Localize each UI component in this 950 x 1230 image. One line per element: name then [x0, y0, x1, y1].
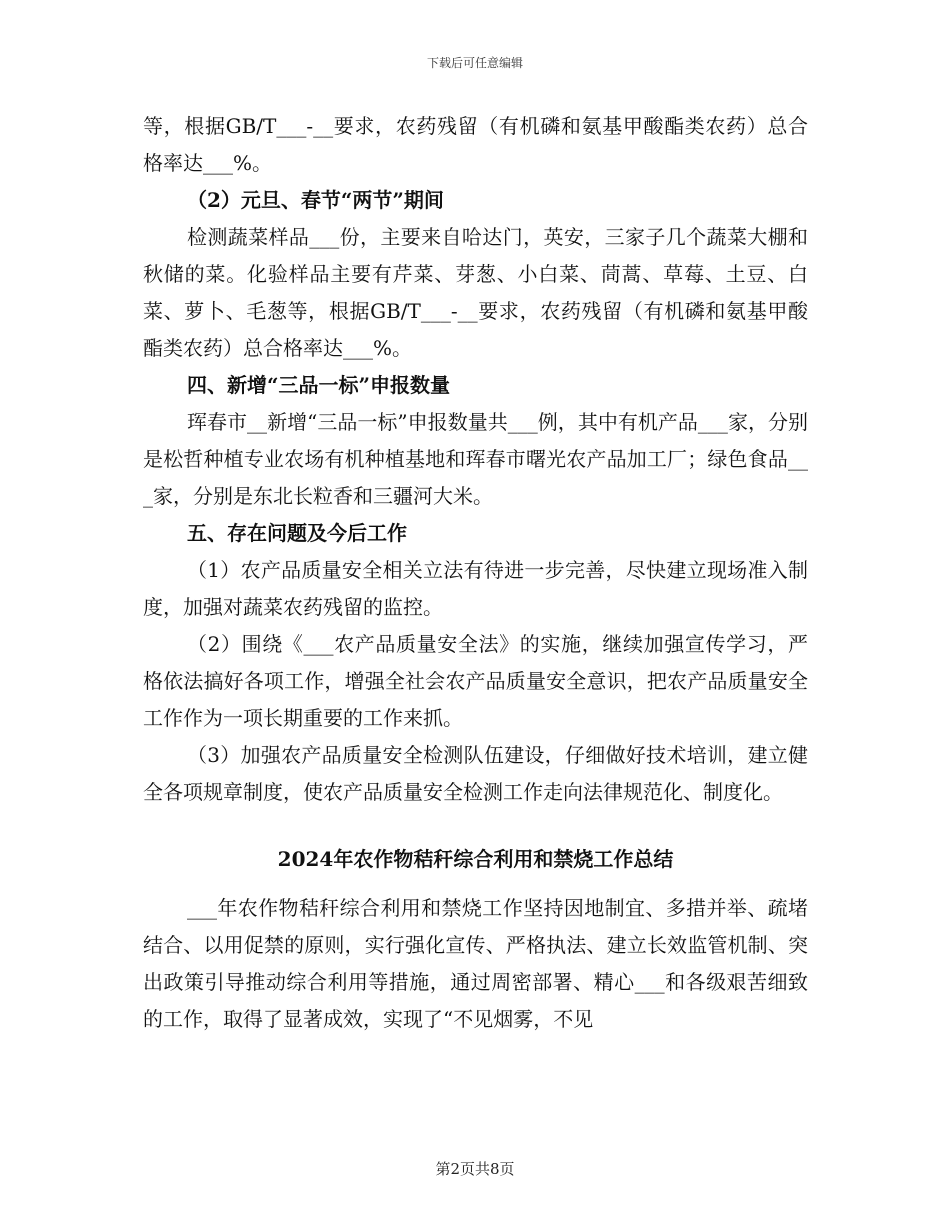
section-heading-four: 四、新增“三品一标”申报数量: [187, 373, 451, 397]
paragraph-issue-2: （2）围绕《___农产品质量安全法》的实施，继续加强宣传学习，严格依法搞好各项工作，增强全社会农产品质量安全意识，把农产品质量安全工作作为一项长期重要的工作来抓。: [143, 632, 808, 730]
document-title: 2024年农作物秸秆综合利用和禁烧工作总结: [277, 847, 674, 871]
paragraph-continued: 等，根据GB/T___-__要求，农药残留（有机磷和氨基甲酸酯类农药）总合格率达___%。: [143, 114, 808, 175]
paragraph-straw-summary: ___年农作物秸秆综合利用和禁烧工作坚持因地制宜、多措并举、疏堵结合、以用促禁的原则，实行强化宣传、严格执法、建立长效监管机制、突出政策引导推动综合利用等措施，通过周密部署、精心___和各级艰苦细致的工作，取得了显著成效，实现了“不见烟雾，不见: [143, 896, 808, 1031]
section-heading-five: 五、存在问题及今后工作: [187, 521, 407, 545]
subheading-two-festivals: （2）元旦、春节“两节”期间: [187, 188, 444, 212]
paragraph-issue-3: （3）加强农产品质量安全检测队伍建设，仔细做好技术培训，建立健全各项规章制度，使农产品质量安全检测工作走向法律规范化、制度化。: [143, 743, 808, 804]
page-number: 第2页共8页: [435, 1160, 515, 1178]
paragraph-issue-1: （1）农产品质量安全相关立法有待进一步完善，尽快建立现场准入制度，加强对蔬菜农药残留的监控。: [143, 558, 808, 619]
paragraph-three-products: 珲春市__新增“三品一标”申报数量共___例，其中有机产品___家，分别是松哲种植专业农场有机种植基地和珲春市曙光农产品加工厂；绿色食品___家，分别是东北长粒香和三疆河大米。: [143, 410, 808, 508]
header-note: 下载后可任意编辑: [426, 56, 523, 70]
document-body: [143, 108, 808, 1038]
paragraph-vegetable-samples: 检测蔬菜样品___份，主要来自哈达门，英安，三家子几个蔬菜大棚和秋储的菜。化验样品主要有芹菜、芽葱、小白菜、茼蒿、草莓、土豆、白菜、萝卜、毛葱等，根据GB/T___-__要求，农药残留（有机磷和氨基甲酸酯类农药）总合格率达___%。: [143, 225, 808, 360]
